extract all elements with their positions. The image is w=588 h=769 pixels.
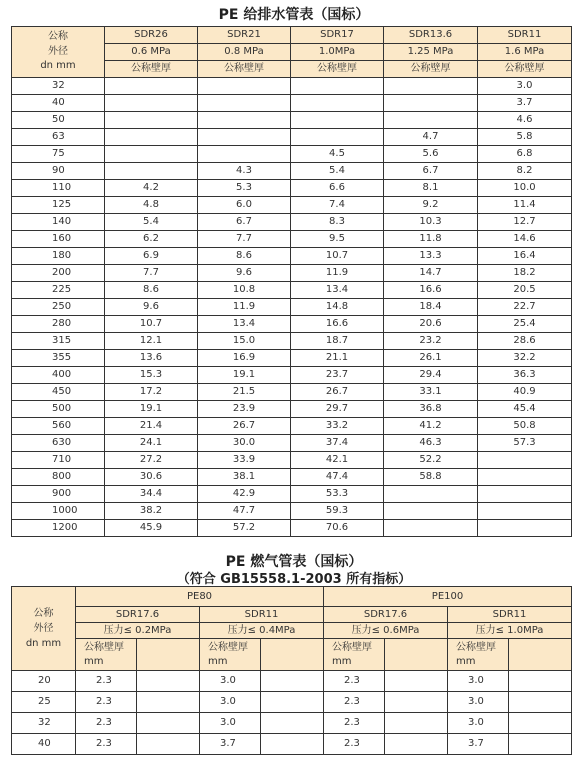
wall-thickness-unit: mm bbox=[456, 655, 476, 667]
wall-thickness-cell bbox=[291, 95, 384, 112]
table-row bbox=[12, 248, 572, 265]
wall-thickness-cell: 9.6 bbox=[105, 299, 198, 316]
wall-thickness-cell: 2.3 bbox=[324, 671, 385, 692]
table-row bbox=[12, 316, 572, 333]
gas-pipe-table-subtitle: （符合 GB15558.1-2003 所有指标） bbox=[176, 572, 412, 587]
dn-cell: 225 bbox=[12, 282, 105, 299]
wall-thickness-cell bbox=[384, 503, 478, 520]
wall-thickness-cell: 27.2 bbox=[105, 452, 198, 469]
dn-cell: 800 bbox=[12, 469, 105, 486]
dn-header-line3: dn mm bbox=[40, 60, 76, 72]
wall-thickness-cell bbox=[291, 112, 384, 129]
wall-thickness-unit: mm bbox=[84, 655, 104, 667]
dn-header-line2: 外径 bbox=[33, 623, 54, 634]
wall-thickness-cell: 21.1 bbox=[291, 350, 384, 367]
table-row bbox=[12, 333, 572, 350]
wall-thickness-cell: 13.4 bbox=[291, 282, 384, 299]
wall-thickness-cell: 6.9 bbox=[105, 248, 198, 265]
wall-thickness-cell: 8.1 bbox=[384, 180, 478, 197]
wall-thickness-cell bbox=[198, 95, 291, 112]
pressure-header: 1.0MPa bbox=[291, 44, 384, 61]
blank-cell bbox=[509, 671, 572, 692]
wall-thickness-cell: 8.6 bbox=[105, 282, 198, 299]
wall-thickness-cell: 2.3 bbox=[76, 734, 137, 755]
sdr-header: SDR17.6 bbox=[324, 607, 448, 623]
wall-thickness-header: 公称壁厚 bbox=[478, 61, 572, 78]
table-row bbox=[12, 78, 572, 95]
wall-thickness-cell: 2.3 bbox=[324, 713, 385, 734]
wall-thickness-cell: 6.0 bbox=[198, 197, 291, 214]
wall-thickness-cell: 3.0 bbox=[478, 78, 572, 95]
wall-thickness-cell: 10.3 bbox=[384, 214, 478, 231]
dn-cell: 355 bbox=[12, 350, 105, 367]
sdr-header: SDR11 bbox=[200, 607, 324, 623]
wall-thickness-cell: 24.1 bbox=[105, 435, 198, 452]
wall-thickness-header: 公称壁厚 bbox=[384, 61, 478, 78]
wall-thickness-header: 公称壁厚 bbox=[291, 61, 384, 78]
wall-thickness-unit: mm bbox=[332, 655, 352, 667]
wall-thickness-cell: 30.0 bbox=[198, 435, 291, 452]
wall-thickness-header bbox=[324, 639, 385, 671]
wall-thickness-cell: 13.6 bbox=[105, 350, 198, 367]
wall-thickness-cell: 47.4 bbox=[291, 469, 384, 486]
dn-header-line1: 公称 bbox=[33, 608, 54, 619]
wall-thickness-cell: 16.4 bbox=[478, 248, 572, 265]
wall-thickness-cell bbox=[384, 112, 478, 129]
water-pipe-table-title: PE 给排水管表（国标） bbox=[218, 7, 370, 23]
dn-cell: 400 bbox=[12, 367, 105, 384]
table-row bbox=[12, 452, 572, 469]
wall-thickness-cell: 3.7 bbox=[478, 95, 572, 112]
wall-thickness-cell bbox=[198, 146, 291, 163]
wall-thickness-cell: 3.0 bbox=[200, 713, 261, 734]
wall-thickness-cell: 4.8 bbox=[105, 197, 198, 214]
wall-thickness-cell bbox=[478, 503, 572, 520]
wall-thickness-cell: 32.2 bbox=[478, 350, 572, 367]
wall-thickness-cell bbox=[105, 146, 198, 163]
dn-cell: 75 bbox=[12, 146, 105, 163]
wall-thickness-cell: 28.6 bbox=[478, 333, 572, 350]
pressure-header: 压力≤ 1.0MPa bbox=[448, 623, 572, 639]
blank-cell bbox=[509, 692, 572, 713]
wall-thickness-cell: 6.7 bbox=[384, 163, 478, 180]
dn-cell: 20 bbox=[12, 671, 76, 692]
wall-thickness-cell: 29.7 bbox=[291, 401, 384, 418]
dn-cell: 630 bbox=[12, 435, 105, 452]
wall-thickness-cell bbox=[384, 486, 478, 503]
wall-thickness-cell: 8.2 bbox=[478, 163, 572, 180]
pressure-header: 0.6 MPa bbox=[105, 44, 198, 61]
wall-thickness-cell: 26.1 bbox=[384, 350, 478, 367]
wall-thickness-cell: 2.3 bbox=[324, 734, 385, 755]
wall-thickness-cell: 46.3 bbox=[384, 435, 478, 452]
table-row bbox=[12, 214, 572, 231]
dn-cell: 250 bbox=[12, 299, 105, 316]
pressure-header: 压力≤ 0.4MPa bbox=[200, 623, 324, 639]
table-row bbox=[12, 469, 572, 486]
wall-thickness-cell bbox=[105, 129, 198, 146]
wall-thickness-cell: 33.1 bbox=[384, 384, 478, 401]
dn-cell: 125 bbox=[12, 197, 105, 214]
wall-thickness-cell: 4.3 bbox=[198, 163, 291, 180]
table-row bbox=[12, 713, 572, 734]
wall-thickness-cell: 34.4 bbox=[105, 486, 198, 503]
blank-cell bbox=[137, 671, 200, 692]
dn-cell: 140 bbox=[12, 214, 105, 231]
table-row bbox=[12, 231, 572, 248]
wall-thickness-cell: 5.8 bbox=[478, 129, 572, 146]
wall-thickness-cell: 16.9 bbox=[198, 350, 291, 367]
pressure-header: 压力≤ 0.6MPa bbox=[324, 623, 448, 639]
header-blank-cell bbox=[261, 639, 324, 671]
wall-thickness-cell: 5.3 bbox=[198, 180, 291, 197]
dn-cell: 50 bbox=[12, 112, 105, 129]
table-row bbox=[12, 734, 572, 755]
pressure-header: 1.6 MPa bbox=[478, 44, 572, 61]
wall-thickness-cell: 3.0 bbox=[200, 692, 261, 713]
wall-thickness-cell: 10.8 bbox=[198, 282, 291, 299]
table-row bbox=[12, 95, 572, 112]
blank-cell bbox=[385, 671, 448, 692]
wall-thickness-cell: 4.2 bbox=[105, 180, 198, 197]
wall-thickness-cell: 11.4 bbox=[478, 197, 572, 214]
material-group-header: PE100 bbox=[324, 587, 572, 607]
table-row bbox=[12, 350, 572, 367]
wall-thickness-cell: 15.0 bbox=[198, 333, 291, 350]
header-blank-cell bbox=[385, 639, 448, 671]
wall-thickness-cell: 33.9 bbox=[198, 452, 291, 469]
table-row bbox=[12, 129, 572, 146]
wall-thickness-cell: 3.0 bbox=[448, 713, 509, 734]
sdr-header: SDR11 bbox=[448, 607, 572, 623]
wall-thickness-cell: 14.8 bbox=[291, 299, 384, 316]
wall-thickness-cell: 8.6 bbox=[198, 248, 291, 265]
wall-thickness-cell: 2.3 bbox=[76, 692, 137, 713]
pressure-header: 压力≤ 0.2MPa bbox=[76, 623, 200, 639]
header-blank-cell bbox=[509, 639, 572, 671]
sdr-header: SDR17 bbox=[291, 27, 384, 44]
wall-thickness-cell: 41.2 bbox=[384, 418, 478, 435]
blank-cell bbox=[261, 671, 324, 692]
wall-thickness-cell: 21.5 bbox=[198, 384, 291, 401]
table-row bbox=[12, 671, 572, 692]
dn-cell: 900 bbox=[12, 486, 105, 503]
wall-thickness-cell bbox=[478, 452, 572, 469]
water-pipe-table bbox=[11, 26, 572, 537]
wall-thickness-cell: 42.9 bbox=[198, 486, 291, 503]
table-row bbox=[12, 299, 572, 316]
wall-thickness-cell: 21.4 bbox=[105, 418, 198, 435]
dn-cell: 450 bbox=[12, 384, 105, 401]
wall-thickness-cell: 20.6 bbox=[384, 316, 478, 333]
wall-thickness-cell bbox=[384, 95, 478, 112]
wall-thickness-cell: 26.7 bbox=[291, 384, 384, 401]
wall-thickness-label: 公称壁厚 bbox=[456, 642, 497, 653]
wall-thickness-cell: 45.9 bbox=[105, 520, 198, 537]
wall-thickness-header bbox=[448, 639, 509, 671]
wall-thickness-cell: 42.1 bbox=[291, 452, 384, 469]
blank-cell bbox=[261, 713, 324, 734]
wall-thickness-cell: 2.3 bbox=[324, 692, 385, 713]
wall-thickness-cell: 3.7 bbox=[200, 734, 261, 755]
wall-thickness-cell: 18.4 bbox=[384, 299, 478, 316]
dn-header bbox=[12, 27, 105, 78]
wall-thickness-cell bbox=[198, 129, 291, 146]
wall-thickness-cell: 3.0 bbox=[448, 671, 509, 692]
wall-thickness-cell bbox=[384, 520, 478, 537]
wall-thickness-cell: 8.3 bbox=[291, 214, 384, 231]
wall-thickness-cell: 18.7 bbox=[291, 333, 384, 350]
wall-thickness-cell bbox=[478, 469, 572, 486]
dn-cell: 63 bbox=[12, 129, 105, 146]
wall-thickness-cell: 37.4 bbox=[291, 435, 384, 452]
table-row bbox=[12, 401, 572, 418]
wall-thickness-cell: 18.2 bbox=[478, 265, 572, 282]
dn-cell: 280 bbox=[12, 316, 105, 333]
wall-thickness-unit: mm bbox=[208, 655, 228, 667]
wall-thickness-cell: 7.7 bbox=[105, 265, 198, 282]
wall-thickness-cell bbox=[291, 78, 384, 95]
wall-thickness-cell: 33.2 bbox=[291, 418, 384, 435]
wall-thickness-cell: 10.0 bbox=[478, 180, 572, 197]
table-row bbox=[12, 692, 572, 713]
wall-thickness-cell bbox=[198, 78, 291, 95]
blank-cell bbox=[385, 713, 448, 734]
wall-thickness-cell: 14.6 bbox=[478, 231, 572, 248]
wall-thickness-cell: 6.8 bbox=[478, 146, 572, 163]
table-row bbox=[12, 265, 572, 282]
wall-thickness-cell: 13.3 bbox=[384, 248, 478, 265]
wall-thickness-cell: 47.7 bbox=[198, 503, 291, 520]
wall-thickness-cell: 9.2 bbox=[384, 197, 478, 214]
sdr-header: SDR17.6 bbox=[76, 607, 200, 623]
sdr-header: SDR11 bbox=[478, 27, 572, 44]
wall-thickness-cell bbox=[105, 78, 198, 95]
wall-thickness-header: 公称壁厚 bbox=[198, 61, 291, 78]
wall-thickness-cell: 5.4 bbox=[291, 163, 384, 180]
wall-thickness-cell: 10.7 bbox=[291, 248, 384, 265]
wall-thickness-cell: 57.2 bbox=[198, 520, 291, 537]
wall-thickness-cell bbox=[478, 520, 572, 537]
wall-thickness-cell: 20.5 bbox=[478, 282, 572, 299]
wall-thickness-cell: 2.3 bbox=[76, 671, 137, 692]
wall-thickness-cell: 26.7 bbox=[198, 418, 291, 435]
wall-thickness-cell: 22.7 bbox=[478, 299, 572, 316]
wall-thickness-header bbox=[76, 639, 137, 671]
wall-thickness-cell: 53.3 bbox=[291, 486, 384, 503]
wall-thickness-cell: 23.2 bbox=[384, 333, 478, 350]
wall-thickness-cell: 7.4 bbox=[291, 197, 384, 214]
gas-pipe-table-title: PE 燃气管表（国标） bbox=[225, 554, 363, 570]
table-row bbox=[12, 384, 572, 401]
wall-thickness-cell: 4.5 bbox=[291, 146, 384, 163]
dn-cell: 40 bbox=[12, 95, 105, 112]
wall-thickness-cell: 3.0 bbox=[200, 671, 261, 692]
table-row bbox=[12, 367, 572, 384]
table-row bbox=[12, 520, 572, 537]
wall-thickness-label: 公称壁厚 bbox=[208, 642, 248, 653]
wall-thickness-cell: 4.6 bbox=[478, 112, 572, 129]
wall-thickness-cell: 25.4 bbox=[478, 316, 572, 333]
header-blank-cell bbox=[137, 639, 200, 671]
wall-thickness-cell: 29.4 bbox=[384, 367, 478, 384]
wall-thickness-cell: 10.7 bbox=[105, 316, 198, 333]
wall-thickness-cell: 5.6 bbox=[384, 146, 478, 163]
dn-cell: 25 bbox=[12, 692, 76, 713]
wall-thickness-cell: 58.8 bbox=[384, 469, 478, 486]
dn-cell: 710 bbox=[12, 452, 105, 469]
wall-thickness-cell: 23.7 bbox=[291, 367, 384, 384]
wall-thickness-cell: 50.8 bbox=[478, 418, 572, 435]
blank-cell bbox=[509, 713, 572, 734]
wall-thickness-cell bbox=[105, 163, 198, 180]
table-row bbox=[12, 486, 572, 503]
wall-thickness-cell: 19.1 bbox=[105, 401, 198, 418]
table-row bbox=[12, 146, 572, 163]
wall-thickness-cell bbox=[105, 95, 198, 112]
blank-cell bbox=[137, 692, 200, 713]
wall-thickness-cell: 7.7 bbox=[198, 231, 291, 248]
wall-thickness-cell: 3.7 bbox=[448, 734, 509, 755]
table-row bbox=[12, 180, 572, 197]
material-group-header: PE80 bbox=[76, 587, 324, 607]
dn-cell: 110 bbox=[12, 180, 105, 197]
wall-thickness-cell: 40.9 bbox=[478, 384, 572, 401]
blank-cell bbox=[137, 713, 200, 734]
table-row bbox=[12, 418, 572, 435]
wall-thickness-cell bbox=[478, 486, 572, 503]
dn-cell: 180 bbox=[12, 248, 105, 265]
wall-thickness-cell bbox=[291, 129, 384, 146]
wall-thickness-cell: 15.3 bbox=[105, 367, 198, 384]
blank-cell bbox=[385, 692, 448, 713]
wall-thickness-cell: 6.2 bbox=[105, 231, 198, 248]
wall-thickness-cell: 19.1 bbox=[198, 367, 291, 384]
wall-thickness-cell: 2.3 bbox=[76, 713, 137, 734]
wall-thickness-cell: 14.7 bbox=[384, 265, 478, 282]
wall-thickness-label: 公称壁厚 bbox=[84, 642, 124, 653]
wall-thickness-cell: 3.0 bbox=[448, 692, 509, 713]
dn-header-line3: dn mm bbox=[25, 638, 62, 649]
dn-cell: 90 bbox=[12, 163, 105, 180]
wall-thickness-cell: 4.7 bbox=[384, 129, 478, 146]
wall-thickness-cell: 16.6 bbox=[291, 316, 384, 333]
wall-thickness-header bbox=[200, 639, 261, 671]
wall-thickness-cell: 23.9 bbox=[198, 401, 291, 418]
dn-cell: 160 bbox=[12, 231, 105, 248]
wall-thickness-cell: 12.7 bbox=[478, 214, 572, 231]
dn-header-line1: 公称 bbox=[48, 31, 68, 43]
dn-header-line2: 外径 bbox=[48, 45, 68, 57]
wall-thickness-cell bbox=[384, 78, 478, 95]
wall-thickness-cell: 11.9 bbox=[198, 299, 291, 316]
wall-thickness-cell: 12.1 bbox=[105, 333, 198, 350]
wall-thickness-cell: 11.9 bbox=[291, 265, 384, 282]
wall-thickness-cell: 13.4 bbox=[198, 316, 291, 333]
table-row bbox=[12, 282, 572, 299]
sdr-header: SDR21 bbox=[198, 27, 291, 44]
wall-thickness-cell: 9.6 bbox=[198, 265, 291, 282]
dn-cell: 32 bbox=[12, 78, 105, 95]
wall-thickness-cell: 38.1 bbox=[198, 469, 291, 486]
wall-thickness-cell: 11.8 bbox=[384, 231, 478, 248]
wall-thickness-label: 公称壁厚 bbox=[332, 642, 373, 653]
wall-thickness-cell: 36.3 bbox=[478, 367, 572, 384]
wall-thickness-cell: 16.6 bbox=[384, 282, 478, 299]
wall-thickness-cell: 52.2 bbox=[384, 452, 478, 469]
sdr-header: SDR26 bbox=[105, 27, 198, 44]
table-row bbox=[12, 197, 572, 214]
table-row bbox=[12, 112, 572, 129]
gas-pipe-table bbox=[11, 586, 572, 755]
sdr-header: SDR13.6 bbox=[384, 27, 478, 44]
dn-cell: 32 bbox=[12, 713, 76, 734]
blank-cell bbox=[509, 734, 572, 755]
wall-thickness-cell: 17.2 bbox=[105, 384, 198, 401]
wall-thickness-cell bbox=[198, 112, 291, 129]
dn-cell: 1200 bbox=[12, 520, 105, 537]
blank-cell bbox=[261, 734, 324, 755]
table-row bbox=[12, 435, 572, 452]
wall-thickness-cell: 6.6 bbox=[291, 180, 384, 197]
dn-header bbox=[12, 587, 76, 671]
table-row bbox=[12, 503, 572, 520]
wall-thickness-cell: 5.4 bbox=[105, 214, 198, 231]
wall-thickness-cell bbox=[105, 112, 198, 129]
dn-cell: 200 bbox=[12, 265, 105, 282]
wall-thickness-cell: 9.5 bbox=[291, 231, 384, 248]
wall-thickness-header: 公称壁厚 bbox=[105, 61, 198, 78]
table-row bbox=[12, 163, 572, 180]
wall-thickness-cell: 30.6 bbox=[105, 469, 198, 486]
wall-thickness-cell: 59.3 bbox=[291, 503, 384, 520]
blank-cell bbox=[385, 734, 448, 755]
blank-cell bbox=[137, 734, 200, 755]
wall-thickness-cell: 45.4 bbox=[478, 401, 572, 418]
wall-thickness-cell: 6.7 bbox=[198, 214, 291, 231]
dn-cell: 315 bbox=[12, 333, 105, 350]
dn-cell: 560 bbox=[12, 418, 105, 435]
pressure-header: 0.8 MPa bbox=[198, 44, 291, 61]
dn-cell: 500 bbox=[12, 401, 105, 418]
dn-cell: 40 bbox=[12, 734, 76, 755]
wall-thickness-cell: 36.8 bbox=[384, 401, 478, 418]
pressure-header: 1.25 MPa bbox=[384, 44, 478, 61]
blank-cell bbox=[261, 692, 324, 713]
wall-thickness-cell: 57.3 bbox=[478, 435, 572, 452]
wall-thickness-cell: 70.6 bbox=[291, 520, 384, 537]
wall-thickness-cell: 38.2 bbox=[105, 503, 198, 520]
dn-cell: 1000 bbox=[12, 503, 105, 520]
